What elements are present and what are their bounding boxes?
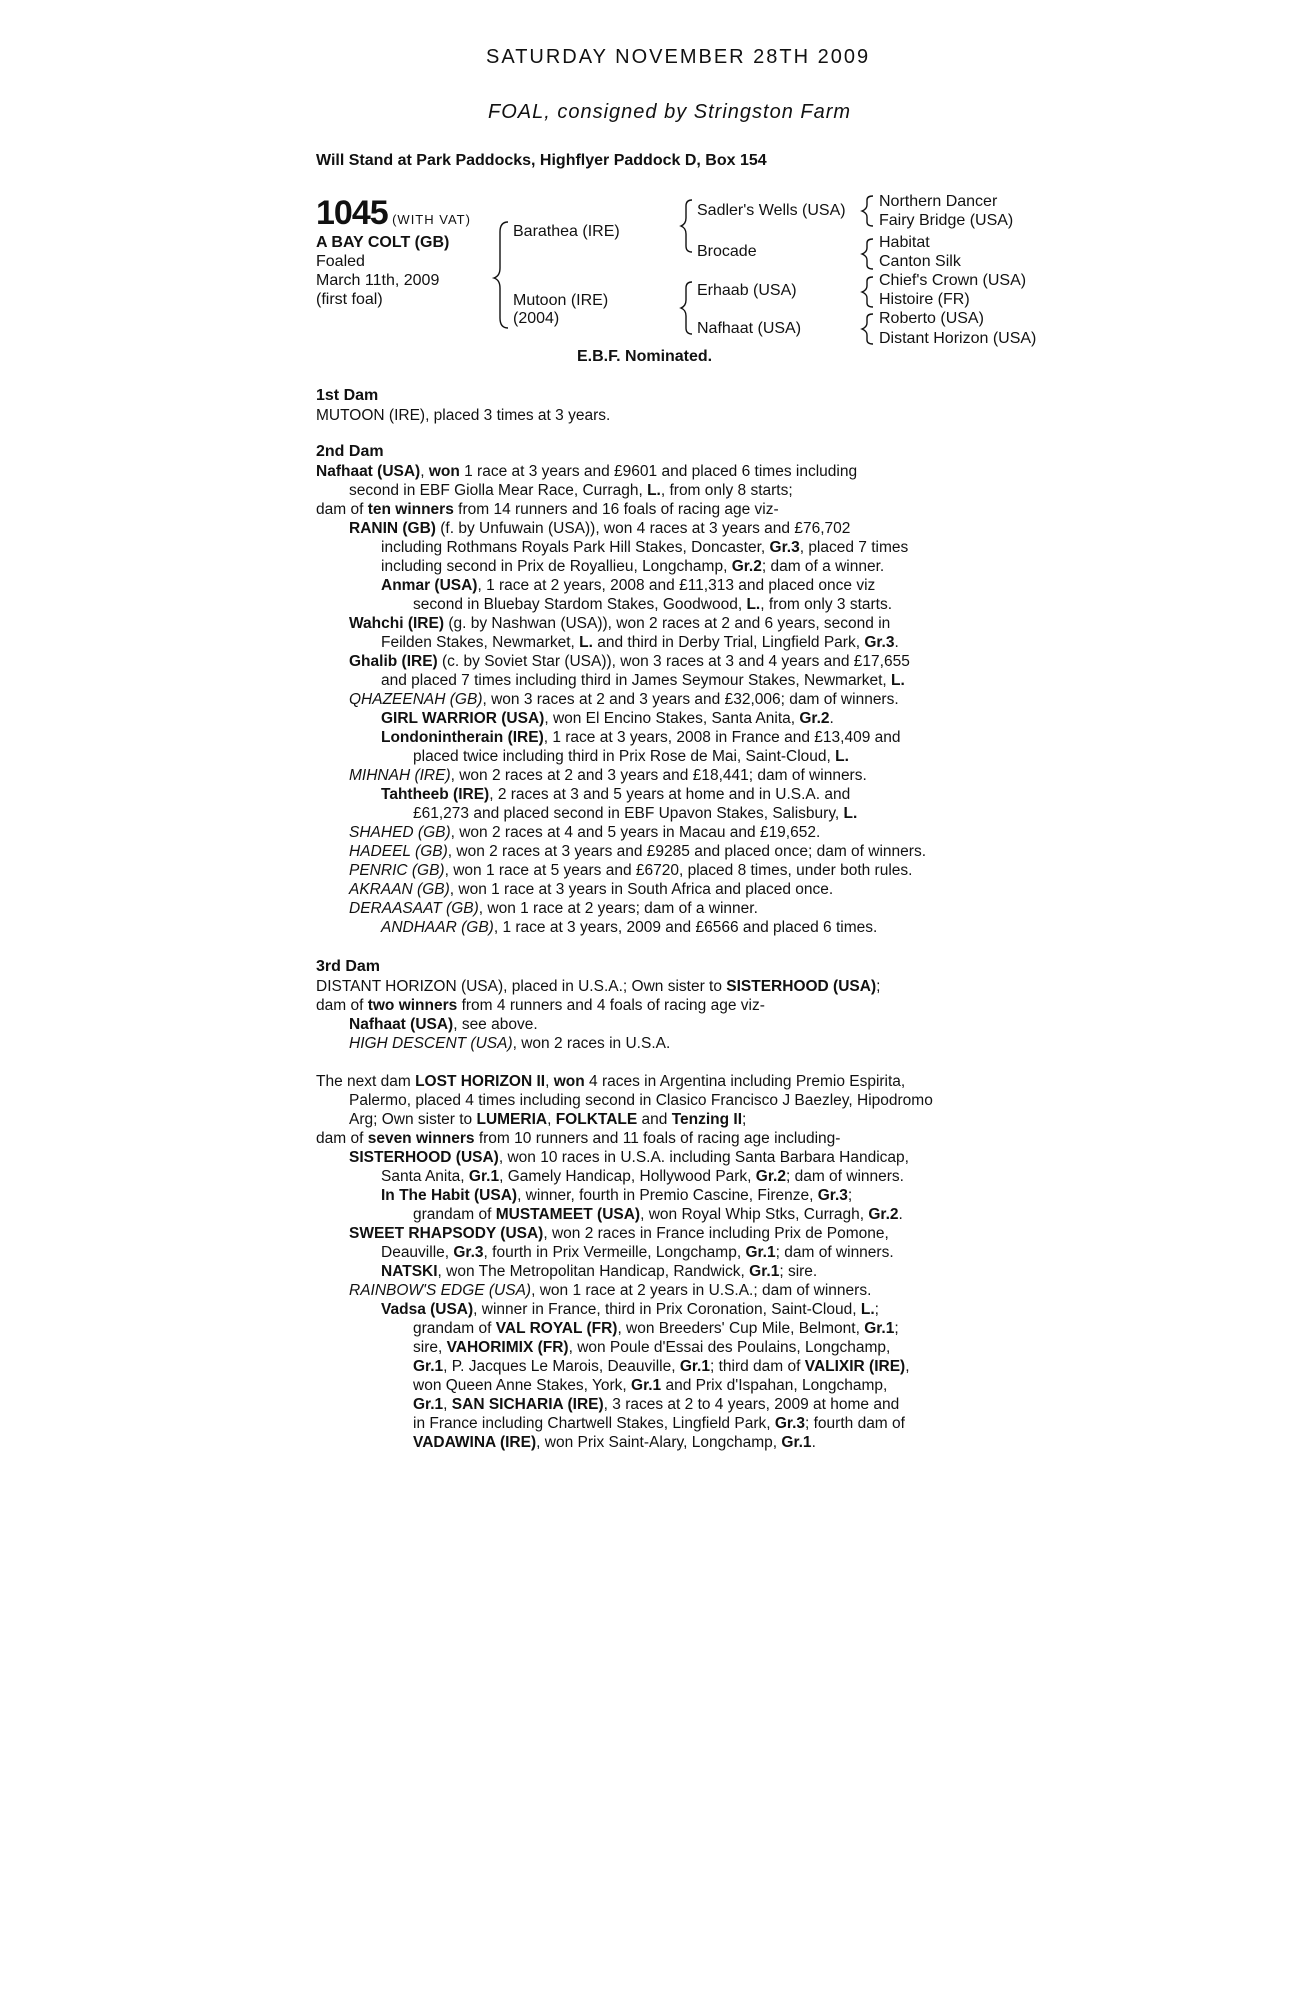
third-dam-heading: 3rd Dam bbox=[316, 958, 381, 975]
gen3-1: Northern Dancer bbox=[879, 193, 998, 210]
lot-title: A BAY COLT (GB) bbox=[316, 234, 450, 251]
gen3-5: Chief's Crown (USA) bbox=[879, 272, 1027, 289]
sale-date: SATURDAY NOVEMBER 28TH 2009 bbox=[486, 46, 871, 68]
third-dam-body: DISTANT HORIZON (USA), placed in U.S.A.; Own sister to SISTERHOOD (USA); dam of two winners from 4 runners and 4 foals of racing age viz- Nafhaat (USA), see above. HIGH DESCENT (USA), won 2 races in U.S.A. bbox=[316, 978, 881, 1052]
dam-year: (2004) bbox=[513, 310, 560, 327]
gen2-dam-dam: Nafhaat (USA) bbox=[697, 320, 802, 337]
first-dam-text: MUTOON (IRE), placed 3 times at 3 years. bbox=[316, 407, 611, 424]
sire-name: Barathea (IRE) bbox=[513, 223, 620, 240]
foaled-label: Foaled bbox=[316, 253, 365, 270]
first-dam-heading: 1st Dam bbox=[316, 387, 379, 404]
dam-name: Mutoon (IRE) bbox=[513, 292, 609, 309]
consignor: FOAL, consigned by Stringston Farm bbox=[488, 101, 852, 123]
vat-note: (WITH VAT) bbox=[392, 212, 471, 227]
ebf-nominated: E.B.F. Nominated. bbox=[577, 348, 713, 365]
gen3-6: Histoire (FR) bbox=[879, 291, 970, 308]
pedigree-braces bbox=[0, 0, 1307, 360]
first-foal-note: (first foal) bbox=[316, 291, 383, 308]
gen3-8: Distant Horizon (USA) bbox=[879, 330, 1037, 347]
gen2-sire-sire: Sadler's Wells (USA) bbox=[697, 202, 846, 219]
gen2-dam-sire: Erhaab (USA) bbox=[697, 282, 797, 299]
gen3-4: Canton Silk bbox=[879, 253, 961, 270]
gen2-sire-dam: Brocade bbox=[697, 243, 757, 260]
next-dam-body: The next dam LOST HORIZON II, won 4 races in Argentina including Premio Espirita, Palermo, placed 4 times including second in Clasico Francisco J Baezley, Hipodromo Arg; Own sister to LUMERIA, FOLKTALE and Tenzing II; dam of seven winners from 10 runners and 11 foals of racing age including- SISTERHOOD (USA), won 10 races in U.S.A. including Santa Barbara Handicap, Santa Anita, Gr.1, Gamely Handicap, Hollywood Park, Gr.2; dam of winners. In The Habit (USA), winner, fourth in Premio Cascine, Firenze, Gr.3; grandam of MUSTAMEET (USA), won Royal Whip Stks, Curragh, Gr.2. SWEET RHAPSODY (USA), won 2 races in France including Prix de Pomone, Deauville, Gr.3, fourth in Prix Vermeille, Longchamp, Gr.1; dam of winners. NATSKI, won The Metropolitan Handicap, Randwick, Gr.1; sire. RAINBOW'S EDGE (USA), won 1 race at 2 years in U.S.A.; dam of winners. Vadsa (USA), winner in France, third in Prix Coronation, Saint-Cloud, L.; grandam of VAL ROYAL (FR), won Breeders' Cup Mile, Belmont, Gr.1; sire, VAHORIMIX (FR), won Poule d'Essai des Poulains, Longchamp, Gr.1, P. Jacques Le Marois, Deauville, Gr.1; third dam of VALIXIR (IRE), won Queen Anne Stakes, York, Gr.1 and Prix d'Ispahan, Longchamp, Gr.1, SAN SICHARIA (IRE), 3 races at 2 to 4 years, 2009 at home and in France including Chartwell Stakes, Lingfield Park, Gr.3; fourth dam of VADAWINA (IRE), won Prix Saint-Alary, Longchamp, Gr.1. bbox=[316, 1073, 933, 1451]
gen3-3: Habitat bbox=[879, 234, 930, 251]
lot-number: 1045 bbox=[316, 194, 388, 232]
gen3-2: Fairy Bridge (USA) bbox=[879, 212, 1014, 229]
second-dam-body: Nafhaat (USA), won 1 race at 3 years and £9601 and placed 6 times including second in EBF Giolla Mear Race, Curragh, L., from only 8 starts; dam of ten winners from 14 runners and 16 foals of racing age viz- RANIN (GB) (f. by Unfuwain (USA)), won 4 races at 3 years and £76,702 including Rothmans Royals Park Hill Stakes, Doncaster, Gr.3, placed 7 times including second in Prix de Royallieu, Longchamp, Gr.2; dam of a winner. Anmar (USA), 1 race at 2 years, 2008 and £11,313 and placed once viz second in Bluebay Stardom Stakes, Goodwood, L., from only 3 starts. Wahchi (IRE) (g. by Nashwan (USA)), won 2 races at 2 and 6 years, second in Feilden Stakes, Newmarket, L. and third in Derby Trial, Lingfield Park, Gr.3. Ghalib (IRE) (c. by Soviet Star (USA)), won 3 races at 3 and 4 years and £17,655 and placed 7 times including third in James Seymour Stakes, Newmarket, L. QHAZEENAH (GB), won 3 races at 2 and 3 years and £32,006; dam of winners. GIRL WARRIOR (USA), won El Encino Stakes, Santa Anita, Gr.2. Londonintherain (IRE), 1 race at 3 years, 2008 in France and £13,409 and placed twice including third in Prix Rose de Mai, Saint-Cloud, L. MIHNAH (IRE), won 2 races at 2 and 3 years and £18,441; dam of winners. Tahtheeb (IRE), 2 races at 3 and 5 years at home and in U.S.A. and £61,273 and placed second in EBF Upavon Stakes, Salisbury, L. SHAHED (GB), won 2 races at 4 and 5 years in Macau and £19,652. HADEEL (GB), won 2 races at 3 years and £9285 and placed once; dam of winners. PENRIC (GB), won 1 race at 5 years and £6720, placed 8 times, under both rules. AKRAAN (GB), won 1 race at 3 years in South Africa and placed once. DERAASAAT (GB), won 1 race at 2 years; dam of a winner. ANDHAAR (GB), 1 race at 3 years, 2009 and £6566 and placed 6 times. bbox=[316, 463, 926, 936]
second-dam-heading: 2nd Dam bbox=[316, 443, 384, 460]
gen3-7: Roberto (USA) bbox=[879, 310, 984, 327]
foaled-date: March 11th, 2009 bbox=[316, 272, 440, 289]
stand-location: Will Stand at Park Paddocks, Highflyer Paddock D, Box 154 bbox=[316, 152, 767, 169]
